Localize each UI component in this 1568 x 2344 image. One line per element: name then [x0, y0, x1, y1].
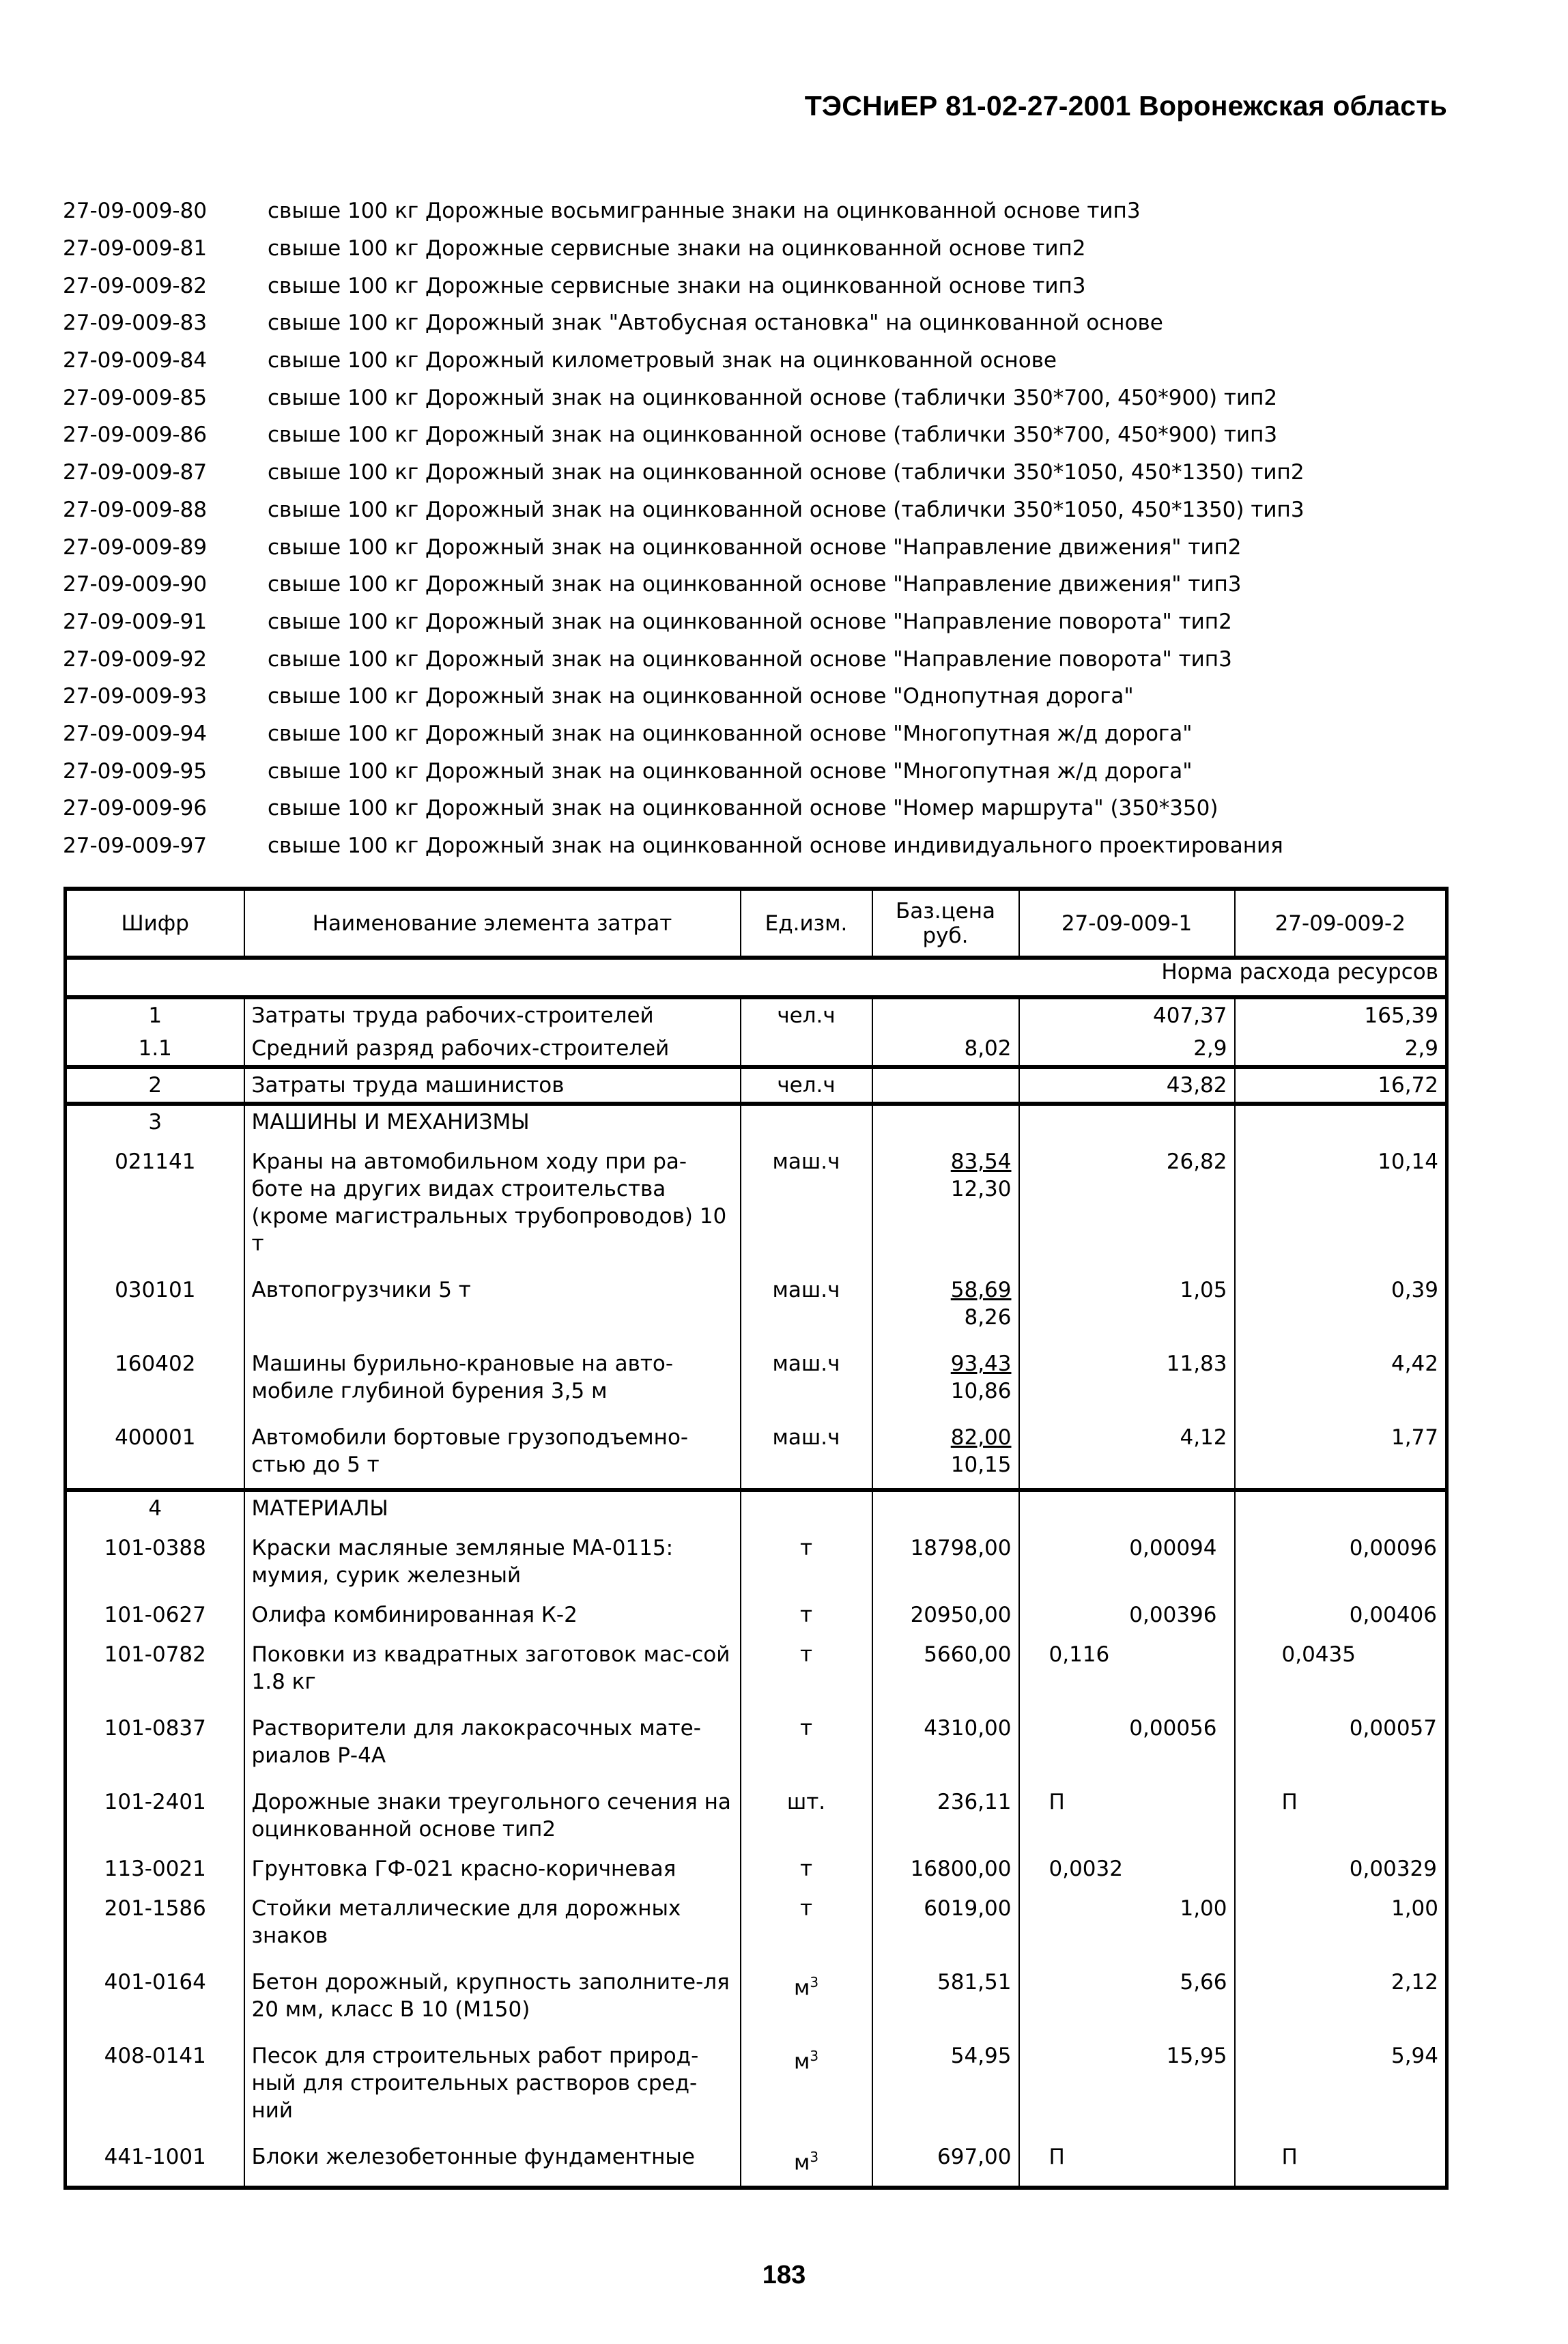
table-row	[66, 1139, 1447, 1267]
item-code: 27-09-009-93	[63, 684, 208, 709]
cell-name: Автомобили бортовые грузоподъемно-стью до 5 т	[244, 1414, 741, 1490]
cell-unit: т	[741, 1631, 872, 1705]
code-list-item	[63, 790, 1496, 827]
cell-v1: 0,116	[1019, 1631, 1235, 1705]
cell-v1: П	[1019, 1779, 1235, 1853]
table-row	[66, 1631, 1447, 1705]
cell-code: 101-2401	[66, 1779, 244, 1853]
cell-price: 5660,00	[872, 1631, 1019, 1705]
cell-unit: маш.ч	[741, 1139, 872, 1267]
table-row	[66, 1414, 1447, 1490]
cell-v1: 11,83	[1019, 1341, 1235, 1414]
cell-name: Олифа комбинированная К-2	[244, 1599, 741, 1631]
cell-price: 697,00	[872, 2134, 1019, 2188]
table-row	[66, 1705, 1447, 1779]
column-header-v1: 27-09-009-1	[1019, 889, 1235, 958]
cell-v1: 0,0032	[1019, 1853, 1235, 1885]
item-description: свыше 100 кг Дорожные сервисные знаки на оцинкованной основе тип3	[268, 273, 1086, 298]
item-code: 27-09-009-82	[63, 273, 208, 298]
item-code: 27-09-009-95	[63, 758, 208, 784]
price-total: 93,43	[950, 1352, 1012, 1376]
cell-name: Поковки из квадратных заготовок мас-сой 1.8 кг	[244, 1631, 741, 1705]
cell-v1: 15,95	[1019, 2033, 1235, 2134]
item-description: свыше 100 кг Дорожный знак на оцинкованной основе "Многопутная ж/д дорога"	[268, 721, 1193, 746]
item-description: свыше 100 кг Дорожный знак на оцинкованной основе "Направление движения" тип3	[268, 572, 1242, 597]
cell-price: 6019,00	[872, 1885, 1019, 1959]
item-description: свыше 100 кг Дорожный знак на оцинкованной основе "Направление поворота" тип3	[268, 646, 1232, 672]
cell-v2: 1,00	[1235, 1885, 1447, 1959]
cell-v1: 43,82	[1019, 1067, 1235, 1104]
price-total: 83,54	[950, 1149, 1012, 1174]
cell-code: 4	[66, 1490, 244, 1525]
cell-v2: 0,00406	[1235, 1599, 1447, 1631]
cell-name: Краны на автомобильном ходу при ра-боте на других видах строительства (кроме магистральных трубопроводов) 10 т	[244, 1139, 741, 1267]
cell-unit	[741, 2033, 872, 2134]
cell-code: 1.1	[66, 1032, 244, 1067]
table-row	[66, 1885, 1447, 1959]
item-code: 27-09-009-88	[63, 497, 208, 522]
cell-code: 101-0627	[66, 1599, 244, 1631]
item-description: свыше 100 кг Дорожный знак на оцинкованной основе индивидуального проектирования	[268, 833, 1283, 859]
item-description: свыше 100 кг Дорожный знак на оцинкованной основе "Многопутная ж/д дорога"	[268, 758, 1193, 784]
cell-code: 101-0388	[66, 1525, 244, 1599]
table-row	[66, 1853, 1447, 1885]
cell-v2: 165,39	[1235, 997, 1447, 1032]
item-code: 27-09-009-83	[63, 311, 208, 336]
item-code: 27-09-009-92	[63, 646, 208, 672]
cell-price: 581,51	[872, 1959, 1019, 2033]
cell-price: 236,11	[872, 1779, 1019, 1853]
code-list-item	[63, 528, 1496, 566]
cell-code: 408-0141	[66, 2033, 244, 2134]
item-description: свыше 100 кг Дорожный знак на оцинкованной основе (таблички 350*1050, 450*1350) тип3	[268, 497, 1305, 522]
cell-code: 101-0837	[66, 1705, 244, 1779]
unit-exponent: 3	[810, 2048, 819, 2064]
unit-exponent: 3	[810, 2149, 819, 2165]
document-header-title: ТЭСНиЕР 81-02-27-2001 Воронежская область	[804, 90, 1447, 122]
code-list-item	[63, 342, 1496, 380]
code-list-item	[63, 640, 1496, 678]
code-list-item	[63, 752, 1496, 790]
resource-table	[63, 887, 1449, 2190]
cell-v2: 1,77	[1235, 1414, 1447, 1490]
code-list	[63, 192, 1496, 864]
cell-name: Автопогрузчики 5 т	[244, 1267, 741, 1341]
norma-label: Норма расхода ресурсов	[66, 958, 1447, 997]
cell-v2: 0,00329	[1235, 1853, 1447, 1885]
table-row	[66, 1779, 1447, 1853]
cell-unit: т	[741, 1599, 872, 1631]
cell-v2: 0,39	[1235, 1267, 1447, 1341]
item-description: свыше 100 кг Дорожный знак на оцинкованной основе (таблички 350*700, 450*900) тип2	[268, 385, 1278, 410]
item-code: 27-09-009-91	[63, 609, 208, 634]
table-row	[66, 1341, 1447, 1414]
cell-code: 2	[66, 1067, 244, 1104]
cell-unit: чел.ч	[741, 997, 872, 1032]
price-wage: 12,30	[950, 1177, 1012, 1201]
item-code: 27-09-009-84	[63, 348, 208, 373]
cell-v2: 5,94	[1235, 2033, 1447, 2134]
price-wage: 8,26	[964, 1305, 1012, 1330]
cell-price	[872, 1067, 1019, 1104]
cell-price	[872, 1267, 1019, 1341]
cell-v1: 1,00	[1019, 1885, 1235, 1959]
cell-unit	[741, 2134, 872, 2188]
item-description: свыше 100 кг Дорожный знак на оцинкованной основе "Номер маршрута" (350*350)	[268, 796, 1218, 821]
cell-unit: чел.ч	[741, 1067, 872, 1104]
cell-unit: т	[741, 1525, 872, 1599]
code-list-item	[63, 603, 1496, 641]
cell-v2: 0,0435	[1235, 1631, 1447, 1705]
cell-v2: П	[1235, 2134, 1447, 2188]
cell-price	[872, 1341, 1019, 1414]
cell-v1: 2,9	[1019, 1032, 1235, 1067]
cell-price	[872, 1139, 1019, 1267]
section-title: МАТЕРИАЛЫ	[244, 1490, 741, 1525]
cell-name: Стойки металлические для дорожных знаков	[244, 1885, 741, 1959]
cell-name: Бетон дорожный, крупность заполните-ля 20 мм, класс В 10 (М150)	[244, 1959, 741, 2033]
cell-price: 54,95	[872, 2033, 1019, 2134]
item-description: свыше 100 кг Дорожный знак на оцинкованной основе (таблички 350*700, 450*900) тип3	[268, 423, 1278, 448]
cell-code: 441-1001	[66, 2134, 244, 2188]
cell-v2: 2,9	[1235, 1032, 1447, 1067]
item-code: 27-09-009-94	[63, 721, 208, 746]
price-wage: 10,86	[950, 1379, 1012, 1403]
cell-v2: 4,42	[1235, 1341, 1447, 1414]
item-code: 27-09-009-96	[63, 796, 208, 821]
item-code: 27-09-009-81	[63, 236, 208, 261]
cell-name: Краски масляные земляные МА-0115: мумия, сурик железный	[244, 1525, 741, 1599]
cell-unit: маш.ч	[741, 1341, 872, 1414]
item-description: свыше 100 кг Дорожные восьмигранные знаки на оцинкованной основе тип3	[268, 199, 1141, 224]
page-number: 183	[762, 2261, 806, 2289]
cell-v1: 407,37	[1019, 997, 1235, 1032]
cell-name: Дорожные знаки треугольного сечения на оцинкованной основе тип2	[244, 1779, 741, 1853]
code-list-item	[63, 827, 1496, 865]
cell-code: 1	[66, 997, 244, 1032]
unit-exponent: 3	[810, 1974, 819, 1990]
cell-code: 021141	[66, 1139, 244, 1267]
price-total: 82,00	[950, 1425, 1012, 1450]
cell-unit: т	[741, 1705, 872, 1779]
table-row	[66, 1267, 1447, 1341]
cell-name: Грунтовка ГФ-021 красно-коричневая	[244, 1853, 741, 1885]
table-row	[66, 2134, 1447, 2188]
item-description: свыше 100 кг Дорожный знак на оцинкованной основе "Направление поворота" тип2	[268, 609, 1232, 634]
cell-code: 030101	[66, 1267, 244, 1341]
table-row	[66, 1067, 1447, 1104]
code-list-item	[63, 566, 1496, 603]
cell-unit: т	[741, 1853, 872, 1885]
unit-base: м	[793, 2150, 810, 2175]
section-row-machines	[66, 1104, 1447, 1139]
item-code: 27-09-009-97	[63, 833, 208, 859]
cell-v1: 0,00094	[1019, 1525, 1235, 1599]
cell-unit	[741, 1959, 872, 2033]
item-code: 27-09-009-89	[63, 534, 208, 560]
cell-price: 4310,00	[872, 1705, 1019, 1779]
cell-v2: 10,14	[1235, 1139, 1447, 1267]
code-list-item	[63, 304, 1496, 342]
price-header-line2: руб.	[922, 923, 969, 948]
code-list-item	[63, 715, 1496, 753]
code-list-item	[63, 230, 1496, 268]
cell-v1: 4,12	[1019, 1414, 1235, 1490]
code-list-item	[63, 454, 1496, 491]
table-row	[66, 997, 1447, 1032]
column-header-code: Шифр	[66, 889, 244, 958]
item-description: свыше 100 кг Дорожный знак на оцинкованной основе (таблички 350*1050, 450*1350) тип2	[268, 460, 1305, 485]
item-code: 27-09-009-86	[63, 423, 208, 448]
cell-code: 101-0782	[66, 1631, 244, 1705]
cell-v2: 0,00057	[1235, 1705, 1447, 1779]
price-header-line1: Баз.цена	[895, 898, 996, 924]
column-header-v2: 27-09-009-2	[1235, 889, 1447, 958]
column-header-price	[872, 889, 1019, 958]
norma-row	[66, 958, 1447, 997]
cell-v1: 0,00056	[1019, 1705, 1235, 1779]
item-description: свыше 100 кг Дорожный километровый знак на оцинкованной основе	[268, 348, 1057, 373]
section-row-materials	[66, 1490, 1447, 1525]
cell-unit: маш.ч	[741, 1414, 872, 1490]
cell-code: 3	[66, 1104, 244, 1139]
item-code: 27-09-009-87	[63, 460, 208, 485]
cell-v1: 1,05	[1019, 1267, 1235, 1341]
item-code: 27-09-009-85	[63, 385, 208, 410]
cell-price: 20950,00	[872, 1599, 1019, 1631]
cell-code: 160402	[66, 1341, 244, 1414]
cell-price	[872, 997, 1019, 1032]
cell-v2: 2,12	[1235, 1959, 1447, 2033]
cell-v1: 5,66	[1019, 1959, 1235, 2033]
cell-price: 8,02	[872, 1032, 1019, 1067]
table-row	[66, 1959, 1447, 2033]
code-list-item	[63, 416, 1496, 454]
item-description: свыше 100 кг Дорожный знак на оцинкованной основе "Однопутная дорога"	[268, 684, 1134, 709]
cell-code: 201-1586	[66, 1885, 244, 1959]
code-list-item	[63, 491, 1496, 529]
section-title: МАШИНЫ И МЕХАНИЗМЫ	[244, 1104, 741, 1139]
cell-v2: 0,00096	[1235, 1525, 1447, 1599]
cell-unit: т	[741, 1885, 872, 1959]
cell-name: Затраты труда рабочих-строителей	[244, 997, 741, 1032]
table-row	[66, 2033, 1447, 2134]
cell-unit	[741, 1032, 872, 1067]
code-list-item	[63, 379, 1496, 416]
table-row	[66, 1032, 1447, 1067]
cell-v1: П	[1019, 2134, 1235, 2188]
cell-code: 113-0021	[66, 1853, 244, 1885]
cell-name: Песок для строительных работ природ-ный для строительных растворов сред-ний	[244, 2033, 741, 2134]
item-description: свыше 100 кг Дорожный знак "Автобусная остановка" на оцинкованной основе	[268, 311, 1163, 336]
cell-code: 400001	[66, 1414, 244, 1490]
item-code: 27-09-009-80	[63, 199, 208, 224]
table-header-row	[66, 889, 1447, 958]
cell-v1: 26,82	[1019, 1139, 1235, 1267]
cell-unit: шт.	[741, 1779, 872, 1853]
column-header-name: Наименование элемента затрат	[244, 889, 741, 958]
cell-v2: 16,72	[1235, 1067, 1447, 1104]
unit-base: м	[793, 1975, 810, 2001]
cell-v2: П	[1235, 1779, 1447, 1853]
code-list-item	[63, 678, 1496, 715]
cell-unit: маш.ч	[741, 1267, 872, 1341]
column-header-unit: Ед.изм.	[741, 889, 872, 958]
cell-price: 16800,00	[872, 1853, 1019, 1885]
unit-base: м	[793, 2049, 810, 2074]
cell-price	[872, 1414, 1019, 1490]
cell-name: Затраты труда машинистов	[244, 1067, 741, 1104]
cell-name: Средний разряд рабочих-строителей	[244, 1032, 741, 1067]
item-description: свыше 100 кг Дорожный знак на оцинкованной основе "Направление движения" тип2	[268, 534, 1242, 560]
cell-v1: 0,00396	[1019, 1599, 1235, 1631]
cell-code: 401-0164	[66, 1959, 244, 2033]
cell-name: Растворители для лакокрасочных мате-риалов Р-4А	[244, 1705, 741, 1779]
price-total: 58,69	[950, 1278, 1012, 1302]
price-wage: 10,15	[950, 1453, 1012, 1477]
code-list-item	[63, 267, 1496, 304]
cell-name: Блоки железобетонные фундаментные	[244, 2134, 741, 2188]
cell-name: Машины бурильно-крановые на авто-мобиле глубиной бурения 3,5 м	[244, 1341, 741, 1414]
item-description: свыше 100 кг Дорожные сервисные знаки на оцинкованной основе тип2	[268, 236, 1086, 261]
item-code: 27-09-009-90	[63, 572, 208, 597]
code-list-item	[63, 192, 1496, 230]
cell-price: 18798,00	[872, 1525, 1019, 1599]
table-row	[66, 1525, 1447, 1599]
table-row	[66, 1599, 1447, 1631]
